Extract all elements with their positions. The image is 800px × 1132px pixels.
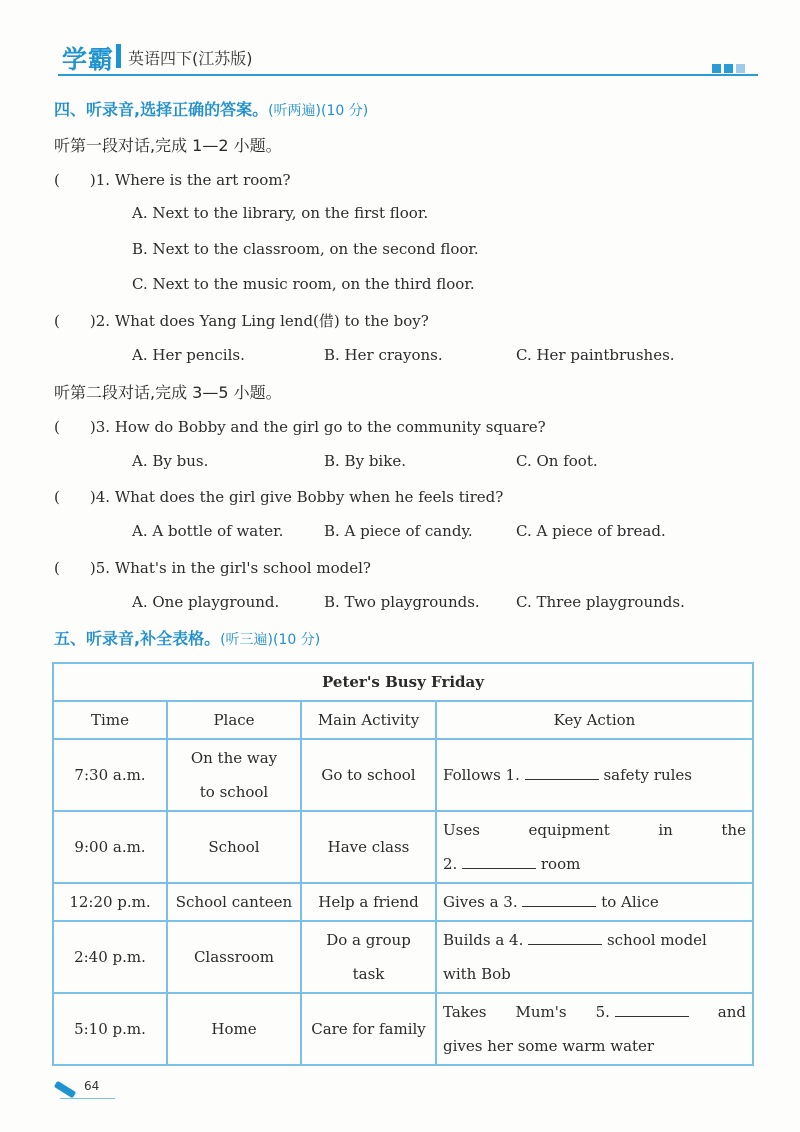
answer-blank-4[interactable] bbox=[528, 930, 602, 945]
q5-option-a: A. One playground. bbox=[132, 593, 280, 611]
q4-option-b: B. A piece of candy. bbox=[324, 522, 473, 540]
answer-blank-2[interactable] bbox=[462, 854, 536, 869]
question-4: ( )4. What does the girl give Bobby when he feels tired? bbox=[54, 488, 504, 506]
q5-option-c: C. Three playgrounds. bbox=[516, 593, 685, 611]
row-time: 2:40 p.m. bbox=[53, 921, 167, 993]
q1-option-c: C. Next to the music room, on the third floor. bbox=[132, 275, 475, 293]
row-time: 7:30 a.m. bbox=[53, 739, 167, 811]
q3-option-c: C. On foot. bbox=[516, 452, 598, 470]
q1-option-a: A. Next to the library, on the first floor. bbox=[132, 204, 429, 222]
q2-option-b: B. Her crayons. bbox=[324, 346, 443, 364]
header-key-action: Key Action bbox=[436, 701, 753, 739]
answer-blank-1[interactable] bbox=[525, 765, 599, 780]
q3-option-a: A. By bus. bbox=[132, 452, 209, 470]
question-5: ( )5. What's in the girl's school model? bbox=[54, 559, 371, 577]
table-title-row bbox=[53, 663, 753, 701]
row-key-action: Follows 1. safety rules bbox=[436, 739, 753, 811]
footer-rule bbox=[60, 1098, 115, 1099]
row-place: Home bbox=[167, 993, 301, 1065]
row-time: 12:20 p.m. bbox=[53, 883, 167, 921]
table-row bbox=[53, 993, 753, 1065]
row-activity: Care for family bbox=[301, 993, 436, 1065]
header-time: Time bbox=[53, 701, 167, 739]
row-key-action: Builds a 4. school model with Bob bbox=[436, 921, 753, 993]
q3-option-b: B. By bike. bbox=[324, 452, 406, 470]
table-row bbox=[53, 739, 753, 811]
header-main-activity: Main Activity bbox=[301, 701, 436, 739]
section4-title: 四、听录音,选择正确的答案。(听两遍)(10 分) bbox=[54, 100, 369, 119]
logo-divider bbox=[116, 44, 121, 68]
page-number: 64 bbox=[84, 1079, 100, 1093]
q5-option-b: B. Two playgrounds. bbox=[324, 593, 480, 611]
question-3: ( )3. How do Bobby and the girl go to the community square? bbox=[54, 418, 546, 436]
header-decoration bbox=[712, 64, 745, 73]
row-activity: Have class bbox=[301, 811, 436, 883]
schedule-table bbox=[52, 662, 754, 1066]
row-key-action: Gives a 3. to Alice bbox=[436, 883, 753, 921]
q2-option-a: A. Her pencils. bbox=[132, 346, 245, 364]
row-place: School bbox=[167, 811, 301, 883]
row-key-action: Takes Mum's 5. and gives her some warm water bbox=[436, 993, 753, 1065]
question-2: ( )2. What does Yang Ling lend(借) to the boy? bbox=[54, 312, 429, 330]
table-row bbox=[53, 921, 753, 993]
row-time: 9:00 a.m. bbox=[53, 811, 167, 883]
pencil-icon bbox=[54, 1081, 76, 1099]
table-header-row bbox=[53, 701, 753, 739]
question-1: ( )1. Where is the art room? bbox=[54, 171, 291, 189]
row-place: Classroom bbox=[167, 921, 301, 993]
table-title: Peter's Busy Friday bbox=[53, 663, 753, 701]
header-place: Place bbox=[167, 701, 301, 739]
row-activity: Help a friend bbox=[301, 883, 436, 921]
row-activity: Go to school bbox=[301, 739, 436, 811]
q1-option-b: B. Next to the classroom, on the second floor. bbox=[132, 240, 479, 258]
header-rule bbox=[58, 74, 758, 76]
q2-option-c: C. Her paintbrushes. bbox=[516, 346, 675, 364]
q4-option-c: C. A piece of bread. bbox=[516, 522, 666, 540]
row-activity: Do a group task bbox=[301, 921, 436, 993]
row-key-action: Uses equipment in the 2. room bbox=[436, 811, 753, 883]
answer-blank-5[interactable] bbox=[615, 1002, 689, 1017]
section4-part1-intro: 听第一段对话,完成 1—2 小题。 bbox=[54, 136, 282, 155]
q4-option-a: A. A bottle of water. bbox=[132, 522, 284, 540]
table-row bbox=[53, 883, 753, 921]
book-title: 英语四下(江苏版) bbox=[128, 49, 253, 68]
section5-title: 五、听录音,补全表格。(听三遍)(10 分) bbox=[54, 629, 321, 648]
answer-blank-3[interactable] bbox=[522, 892, 596, 907]
section4-part2-intro: 听第二段对话,完成 3—5 小题。 bbox=[54, 383, 282, 402]
row-place: School canteen bbox=[167, 883, 301, 921]
publisher-logo: 学霸 bbox=[62, 45, 115, 74]
row-place: On the way to school bbox=[167, 739, 301, 811]
row-time: 5:10 p.m. bbox=[53, 993, 167, 1065]
table-row bbox=[53, 811, 753, 883]
